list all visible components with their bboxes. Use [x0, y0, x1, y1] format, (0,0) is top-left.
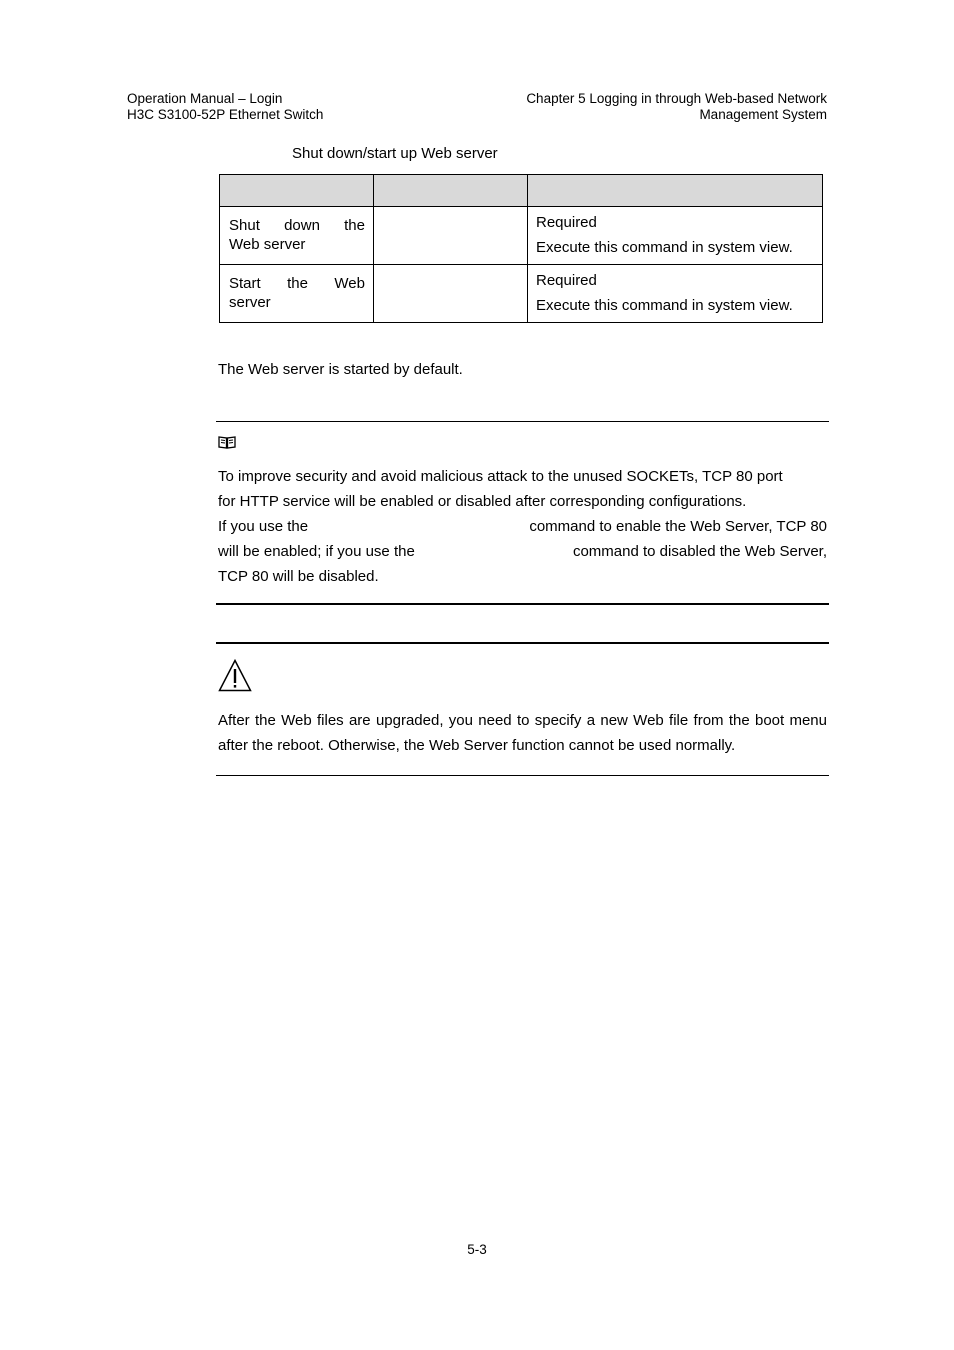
- header-left: [127, 91, 323, 123]
- chapter-title-cont: Management System: [699, 107, 827, 122]
- caution-top-rule: [216, 642, 829, 644]
- command-cell: [374, 207, 528, 265]
- note-top-rule: [216, 421, 829, 422]
- header-cell-command: [374, 175, 528, 207]
- operation-cell: Start the Web server: [220, 265, 374, 323]
- default-note: The Web server is started by default.: [218, 361, 463, 378]
- header-right: [526, 91, 827, 123]
- warning-icon: [218, 659, 252, 692]
- command-cell: [374, 265, 528, 323]
- note-text: To improve security and avoid malicious attack to the unused SOCKETs, TCP 80 port for HTTP service will be enabled or disabled after corresponding configurations. If you use the command to enable the Web Server, TCP 80 will be enabled; if you use the command to disabled the Web Server, TCP 80 will be disabled.: [218, 468, 827, 585]
- note-bottom-rule: [216, 603, 829, 605]
- table-row: [220, 207, 823, 265]
- product-name: H3C S3100-52P Ethernet Switch: [127, 107, 324, 122]
- table-row: [220, 265, 823, 323]
- remarks-cell: Required Execute this command in system view.: [528, 207, 823, 265]
- operation-cell: Shut down the Web server: [220, 207, 374, 265]
- header-cell-operation: [220, 175, 374, 207]
- book-icon: [218, 435, 236, 449]
- chapter-title: Chapter 5 Logging in through Web-based Network: [526, 91, 827, 106]
- caution-text: After the Web files are upgraded, you need to specify a new Web file from the boot menu after the reboot. Otherwise, the Web Server function cannot be used normally.: [218, 712, 827, 754]
- table-caption: Shut down/start up Web server: [292, 145, 498, 162]
- table-header-row: [220, 175, 823, 207]
- remarks-cell: Required Execute this command in system view.: [528, 265, 823, 323]
- caution-bottom-rule: [216, 775, 829, 776]
- header-cell-remarks: [528, 175, 823, 207]
- command-table: [219, 174, 823, 323]
- page-number: 5-3: [467, 1242, 487, 1257]
- manual-title: Operation Manual – Login: [127, 91, 283, 106]
